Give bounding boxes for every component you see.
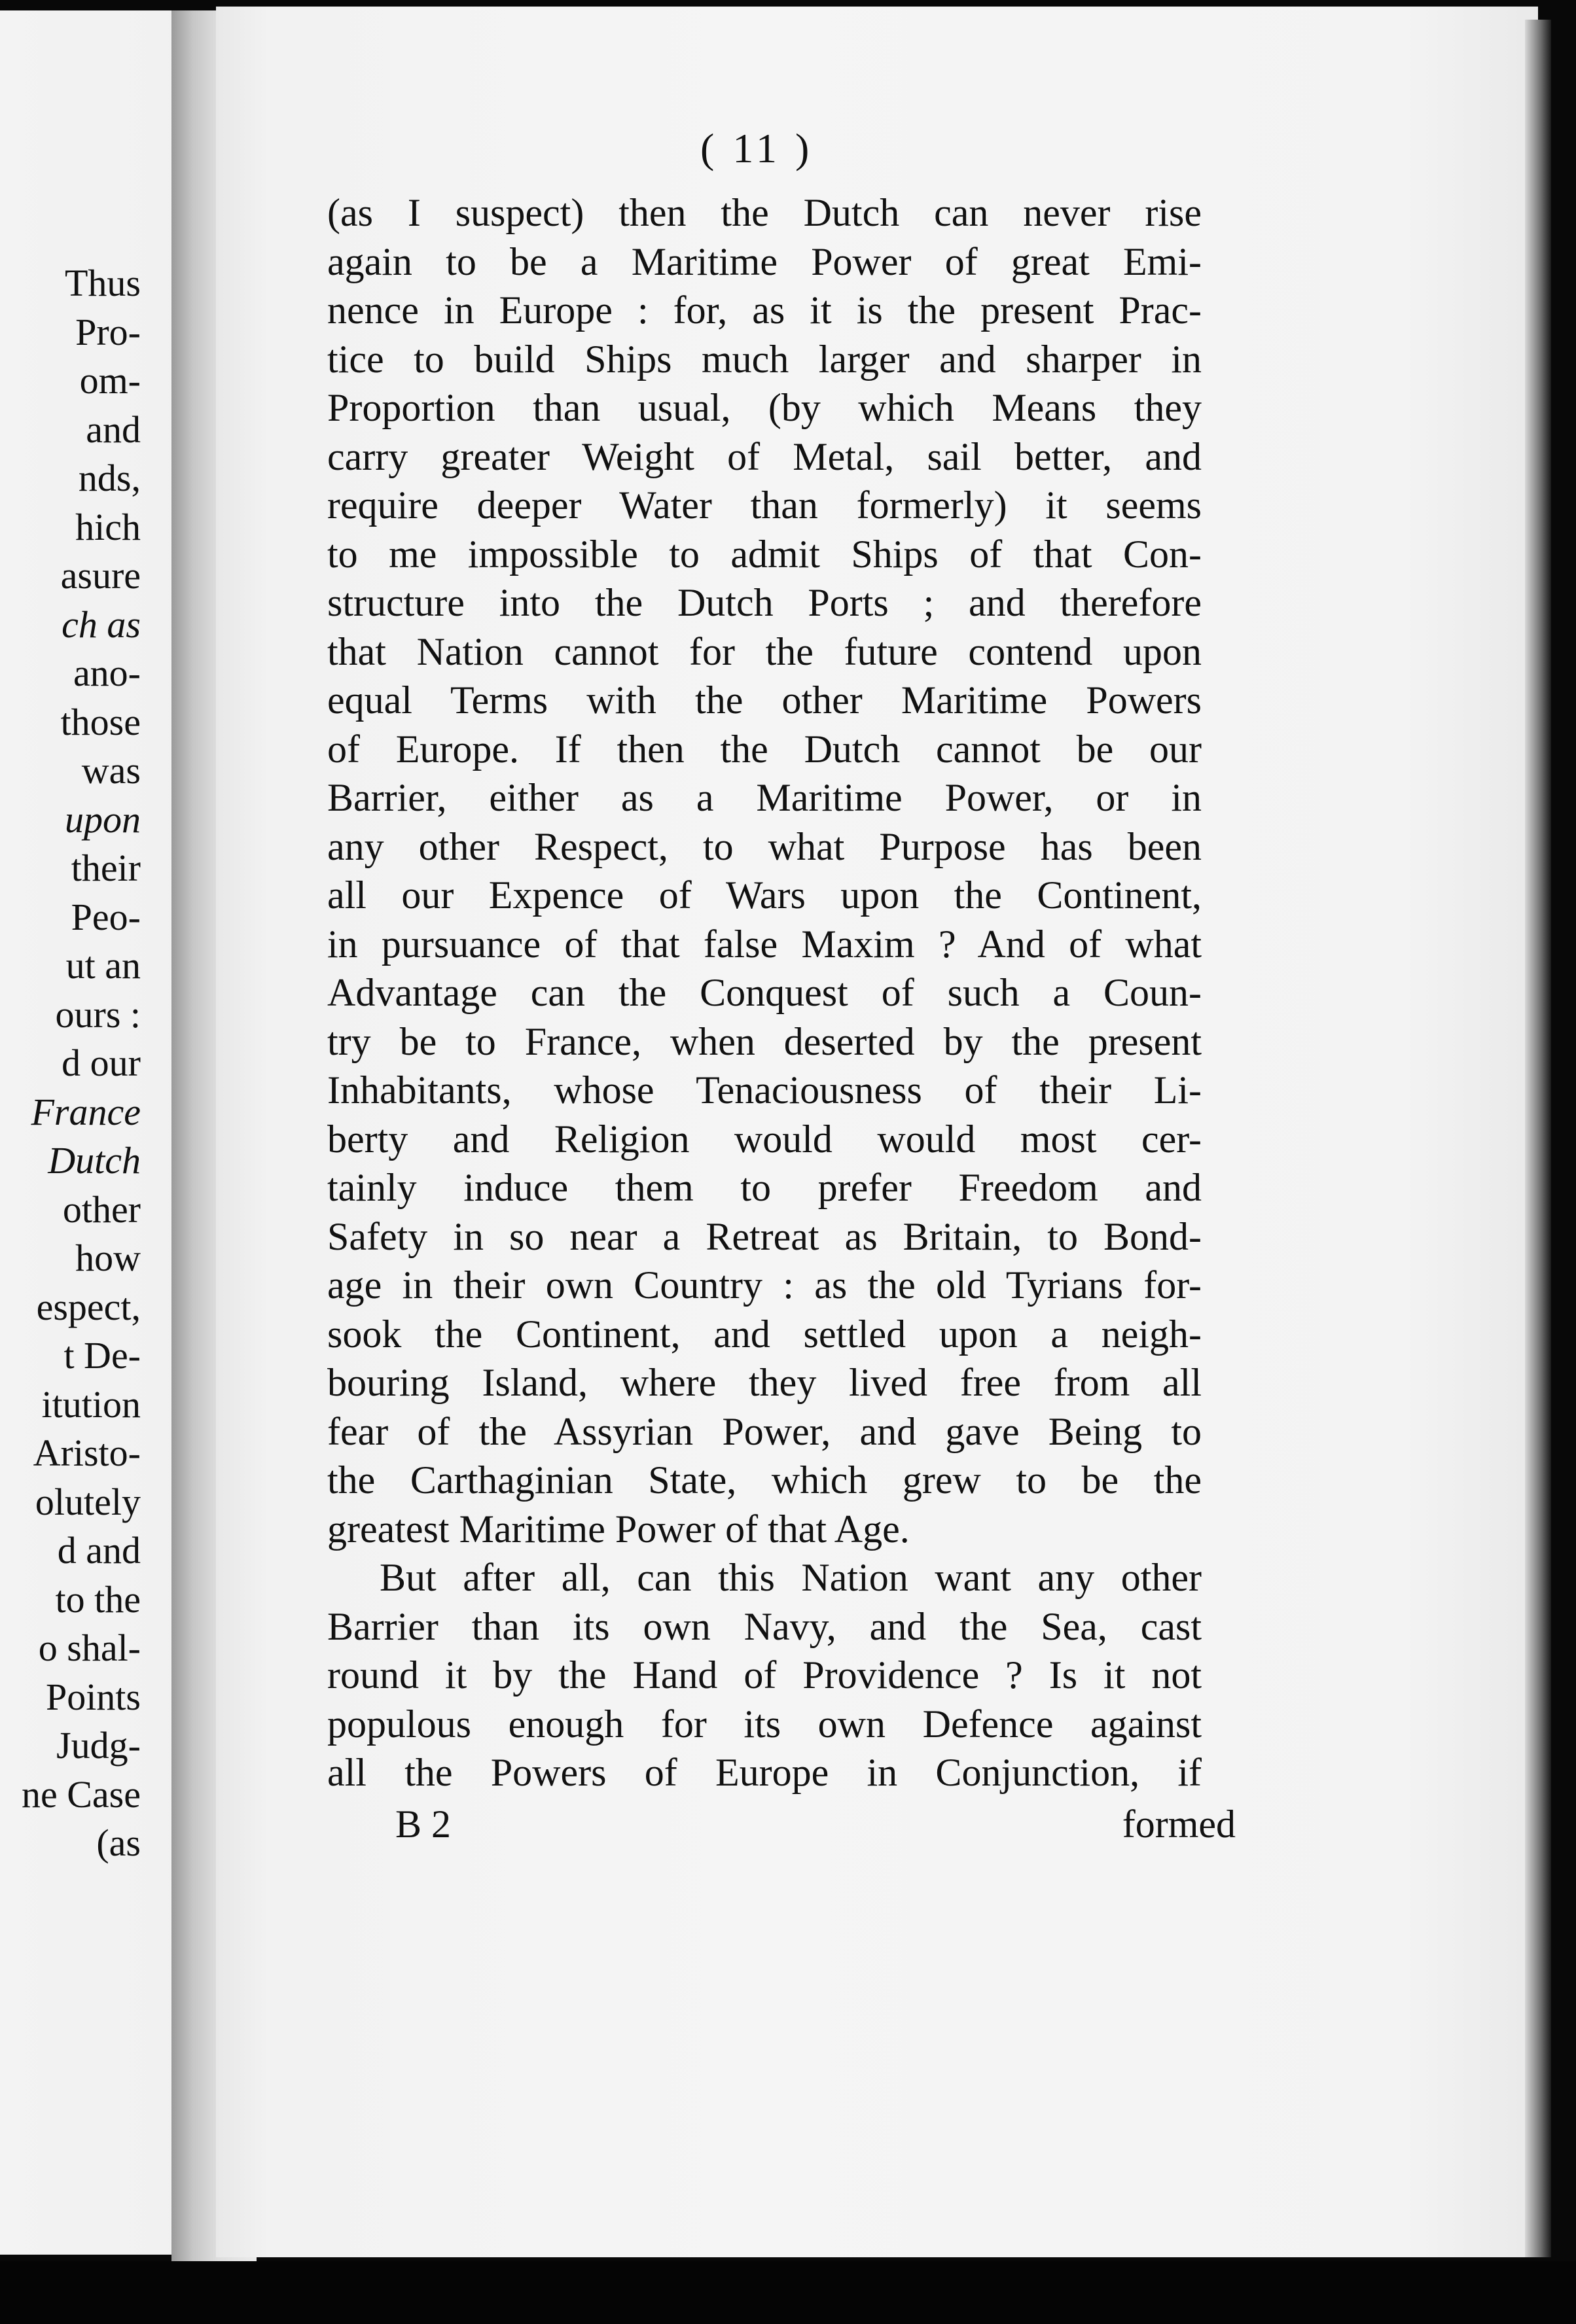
left-line: upon <box>65 798 141 841</box>
left-line: to the <box>55 1577 141 1621</box>
left-line: olutely <box>35 1480 141 1523</box>
text-line: that Nation cannot for the future contend upon <box>327 629 1202 673</box>
text-line: tice to build Ships much larger and sharper in <box>327 337 1202 381</box>
text-line: in pursuance of that false Maxim ? And of what <box>327 922 1202 966</box>
text-line: any other Respect, to what Purpose has been <box>327 824 1202 868</box>
left-line: espect, <box>36 1285 141 1328</box>
catchword: formed <box>1122 1803 1236 1846</box>
text-line: the Carthaginian State, which grew to be the <box>327 1458 1202 1502</box>
left-line: France <box>31 1090 141 1133</box>
left-line: was <box>81 749 141 792</box>
text-line: carry greater Weight of Metal, sail better, and <box>327 434 1202 478</box>
text-line: all our Expence of Wars upon the Continent, <box>327 873 1202 917</box>
text-line: again to be a Maritime Power of great Emi- <box>327 239 1202 283</box>
left-line: Pro- <box>75 310 141 353</box>
text-line: greatest Maritime Power of that Age. <box>327 1507 910 1551</box>
left-line: d our <box>62 1042 141 1084</box>
left-line: Thus <box>65 262 141 304</box>
left-line: ours : <box>55 993 141 1036</box>
text-line: Barrier than its own Navy, and the Sea, cast <box>327 1604 1202 1648</box>
left-line: and <box>86 408 141 451</box>
left-line: Peo- <box>71 895 141 938</box>
text-line: require deeper Water than formerly) it seems <box>327 484 1202 527</box>
left-line: Dutch <box>48 1139 141 1182</box>
scan-bottom-border <box>0 2261 1576 2324</box>
left-line: asure <box>60 554 141 597</box>
text-line: bouring Island, where they lived free from all <box>327 1361 1202 1404</box>
left-line: d and <box>57 1529 141 1572</box>
left-line: those <box>60 700 141 743</box>
text-line: berty and Religion would would most cer- <box>327 1117 1202 1161</box>
left-line: ut an <box>65 944 141 987</box>
text-line: structure into the Dutch Ports ; and therefore <box>327 581 1202 624</box>
left-line: Judg- <box>56 1724 141 1767</box>
left-line: om- <box>79 359 141 402</box>
text-line: Safety in so near a Retreat as Britain, to Bond- <box>327 1214 1202 1258</box>
text-line: of Europe. If then the Dutch cannot be our <box>327 727 1202 771</box>
left-line: itution <box>41 1382 141 1426</box>
text-line: age in their own Country : as the old Tyrians for- <box>327 1263 1202 1307</box>
left-line: other <box>62 1188 141 1231</box>
text-line: try be to France, when deserted by the present <box>327 1019 1202 1063</box>
page-edge-shadow <box>1525 20 1551 2257</box>
left-page-text <box>0 259 141 1868</box>
left-line: nds, <box>78 457 141 499</box>
text-line: round it by the Hand of Providence ? Is it not <box>327 1653 1202 1697</box>
text-line: (as I suspect) then the Dutch can never rise <box>327 191 1202 234</box>
signature-mark: B 2 <box>395 1803 452 1846</box>
text-line: sook the Continent, and settled upon a neigh- <box>327 1312 1202 1356</box>
left-line: Points <box>45 1675 141 1718</box>
text-line: nence in Europe : for, as it is the present Prac- <box>327 289 1202 332</box>
text-line: Barrier, either as a Maritime Power, or in <box>327 776 1202 819</box>
left-line: ch as <box>62 603 141 646</box>
text-line: tainly induce them to prefer Freedom and <box>327 1166 1202 1209</box>
text-line: Proportion than usual, (by which Means they <box>327 386 1202 429</box>
left-line: ne Case <box>22 1772 141 1816</box>
left-line: o shal- <box>38 1627 141 1669</box>
page-number: ( 11 ) <box>700 125 814 171</box>
body-text <box>327 188 1202 1797</box>
text-line: fear of the Assyrian Power, and gave Being to <box>327 1409 1202 1453</box>
text-line: Inhabitants, whose Tenaciousness of their Li- <box>327 1068 1202 1112</box>
left-line: t De- <box>63 1334 141 1377</box>
left-line: hich <box>75 505 141 548</box>
text-line: all the Powers of Europe in Conjunction, if <box>327 1751 1202 1794</box>
text-line: Advantage can the Conquest of such a Coun- <box>327 971 1202 1014</box>
left-line: their <box>71 847 141 889</box>
text-line: populous enough for its own Defence against <box>327 1702 1202 1746</box>
left-line: Aristo- <box>33 1432 141 1474</box>
text-line: to me impossible to admit Ships of that Con- <box>327 532 1202 576</box>
left-line: ano- <box>73 652 141 694</box>
left-line: (as <box>96 1822 141 1864</box>
text-line: But after all, can this Nation want any other <box>380 1556 1202 1599</box>
left-line: how <box>75 1237 141 1279</box>
text-line: equal Terms with the other Maritime Powers <box>327 678 1202 722</box>
